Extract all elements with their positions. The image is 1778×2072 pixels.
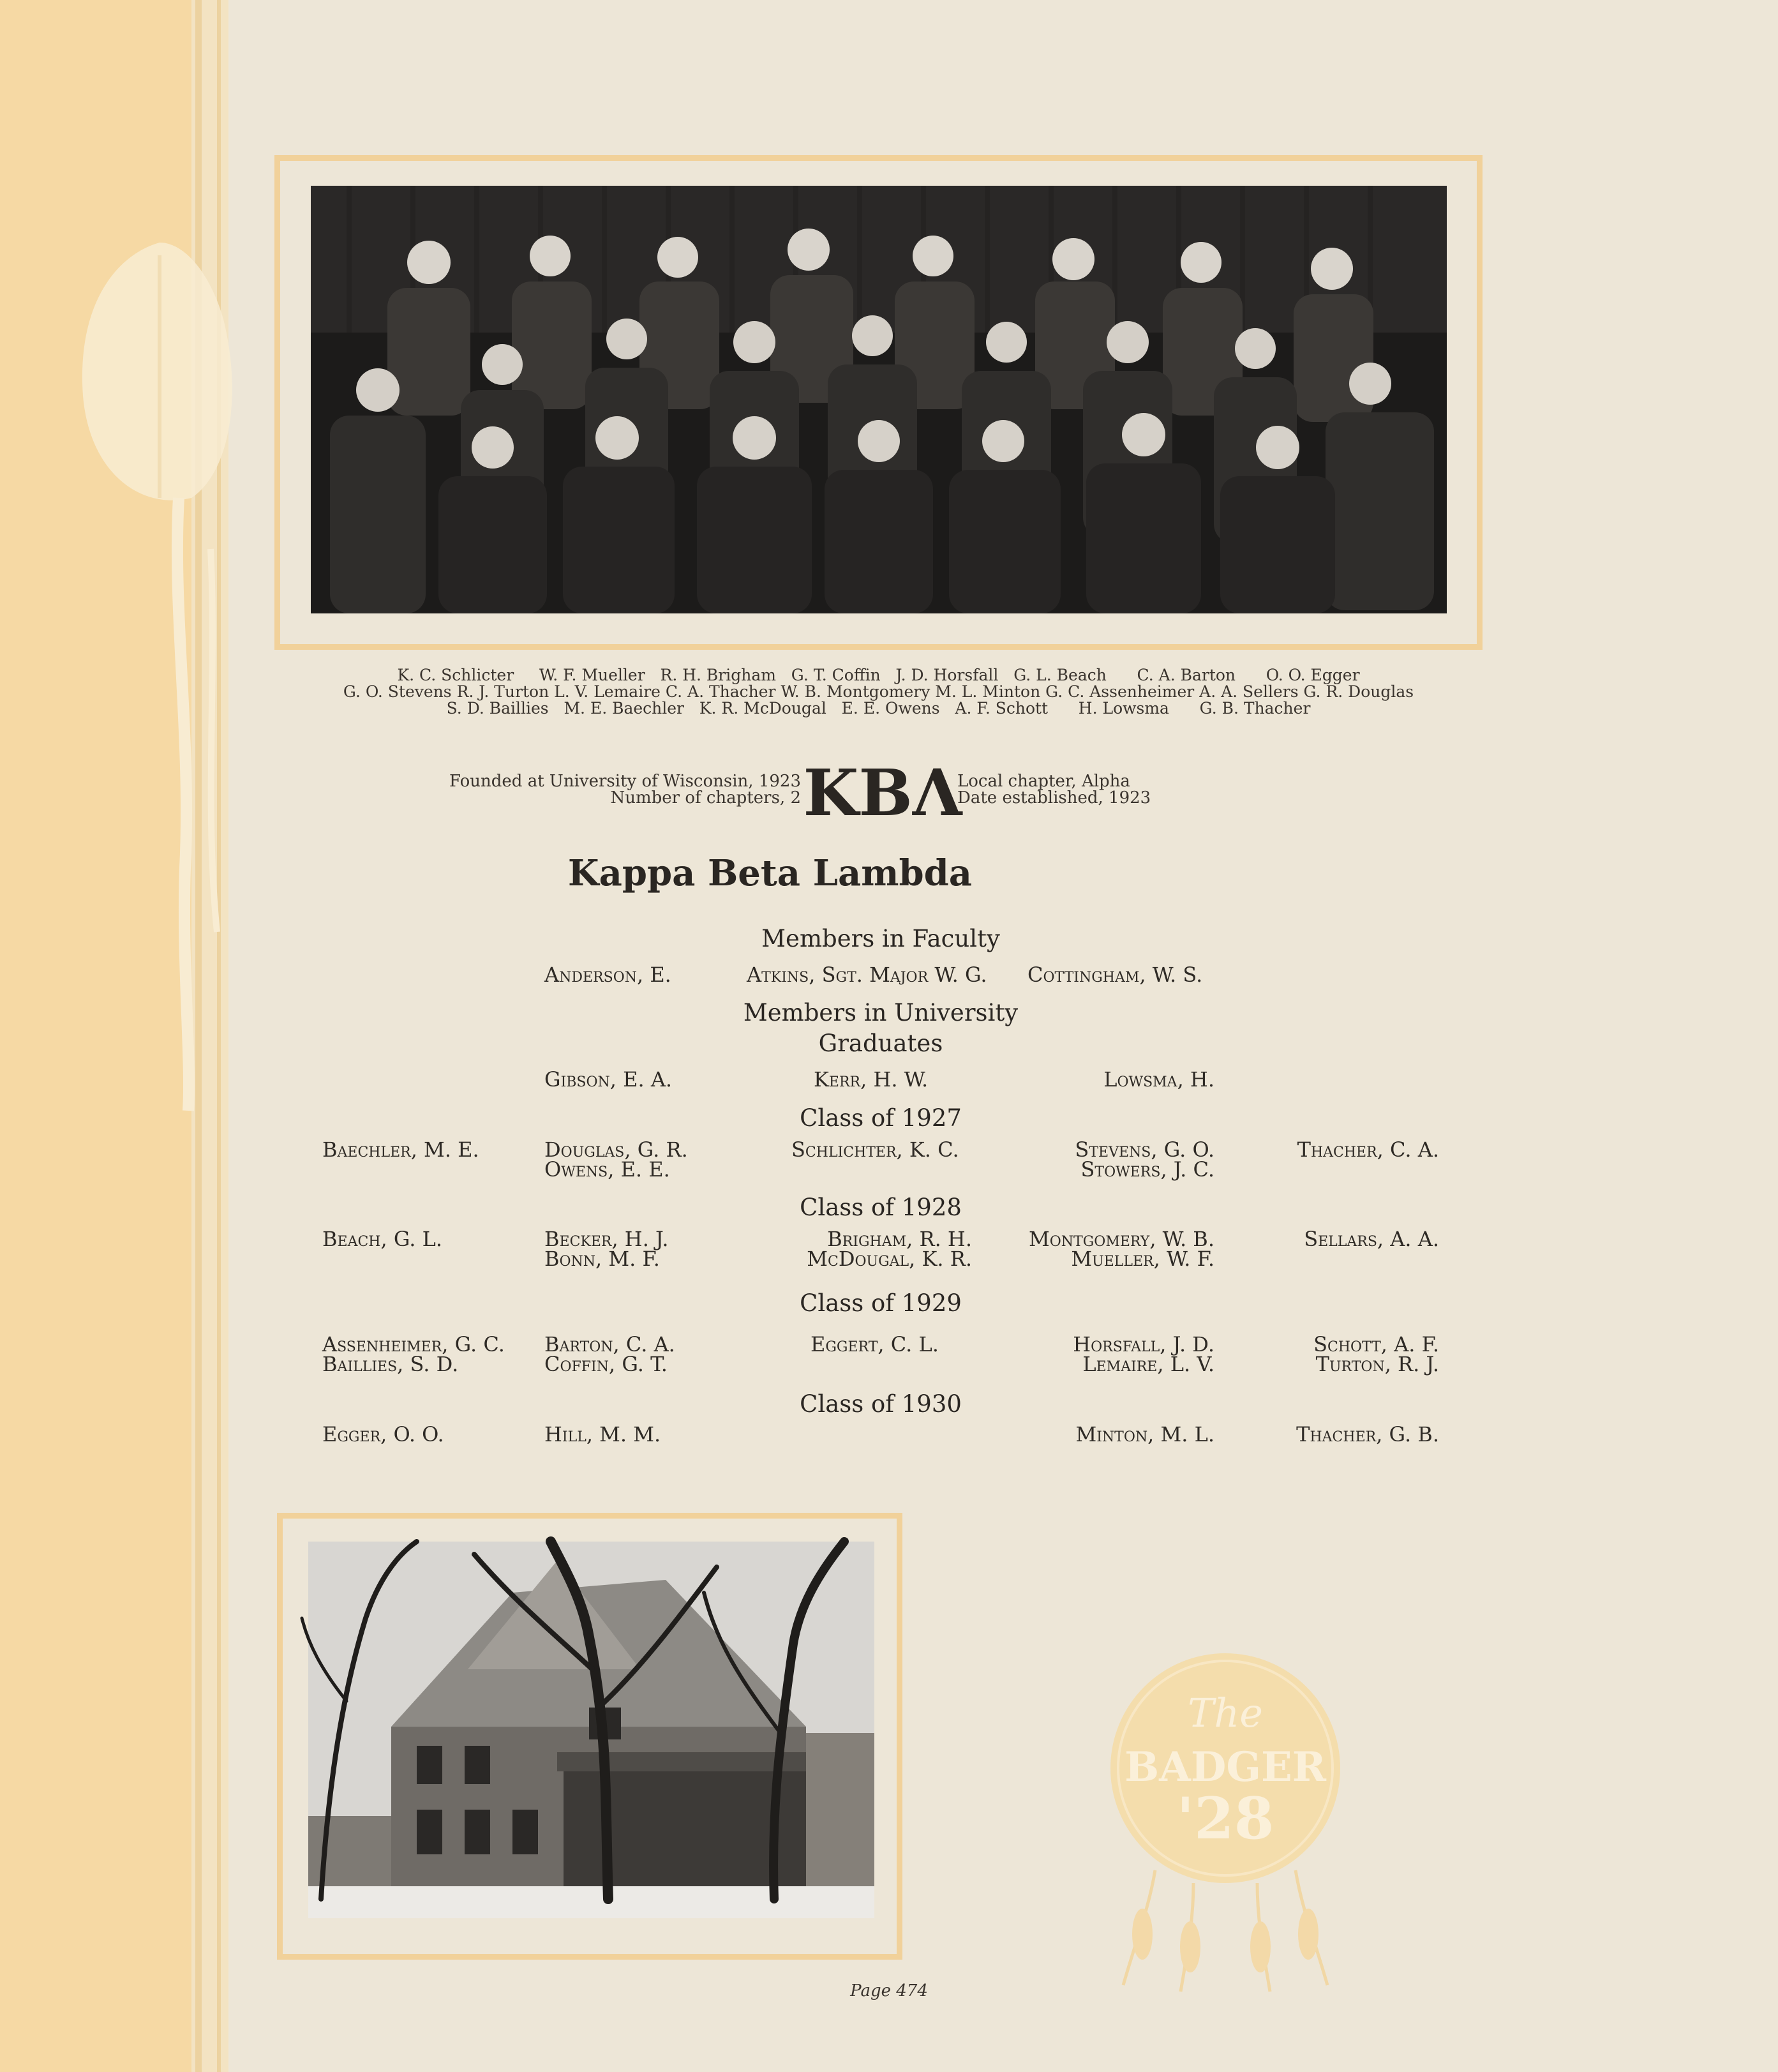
member-name: Eggert, C. L. xyxy=(811,1332,939,1356)
member-name: Turton, R. J. xyxy=(1315,1352,1439,1376)
photo-caption-row-2: G. O. Stevens R. J. Turton L. V. Lemaire C. A. Thacher W. B. Montgomery M. L. Minton G. C. Assenheimer A. A. Sellers G. R. Douglas xyxy=(343,682,1414,701)
member-name: Douglas, G. R. xyxy=(544,1137,688,1162)
group-photo xyxy=(311,186,1447,613)
page-number: Page 474 xyxy=(850,1981,928,2001)
member-name: Beach, G. L. xyxy=(322,1227,443,1251)
class-1929-heading: Class of 1929 xyxy=(800,1289,962,1317)
seal-line-1: The xyxy=(1188,1690,1263,1736)
member-name: Stevens, G. O. xyxy=(1075,1137,1214,1162)
member-name: Sellars, A. A. xyxy=(1304,1227,1439,1251)
member-name: Egger, O. O. xyxy=(322,1422,444,1446)
member-name: Coffin, G. T. xyxy=(544,1352,668,1376)
local-chapter: Local chapter, Alpha xyxy=(957,772,1130,791)
photo-caption-row-3: S. D. Baillies M. E. Baechler K. R. McDougal E. E. Owens A. F. Schott H. Lowsma G. B. Thacher xyxy=(446,699,1311,717)
feather-ornament xyxy=(64,230,255,1123)
member-name: Bonn, M. F. xyxy=(544,1247,660,1271)
member-name: Gibson, E. A. xyxy=(544,1067,673,1092)
class-1930-heading: Class of 1930 xyxy=(800,1390,962,1418)
member-name: Lowsma, H. xyxy=(1103,1067,1214,1092)
member-name: McDougal, K. R. xyxy=(807,1247,972,1271)
member-name: Cottingham, W. S. xyxy=(1027,963,1203,987)
member-name: Becker, H. J. xyxy=(544,1227,669,1251)
class-1927-heading: Class of 1927 xyxy=(800,1104,962,1132)
member-name: Thacher, G. B. xyxy=(1296,1422,1439,1446)
member-name: Montgomery, W. B. xyxy=(1028,1227,1214,1251)
member-name: Atkins, Sgt. Major W. G. xyxy=(747,963,987,987)
member-name: Baillies, S. D. xyxy=(322,1352,459,1376)
monogram-text: KBΛ xyxy=(803,755,962,830)
member-name: Mueller, W. F. xyxy=(1071,1247,1214,1271)
page-title: Kappa Beta Lambda xyxy=(567,852,973,894)
chapters-count: Number of chapters, 2 xyxy=(610,788,801,807)
house-photo xyxy=(308,1542,874,1918)
member-name: Barton, C. A. xyxy=(544,1332,675,1356)
member-name: Assenheimer, G. C. xyxy=(322,1332,505,1356)
date-established: Date established, 1923 xyxy=(957,788,1151,807)
class-1928-heading: Class of 1928 xyxy=(800,1194,962,1221)
graduates-heading: Graduates xyxy=(818,1030,943,1057)
member-name: Brigham, R. H. xyxy=(827,1227,972,1251)
member-name: Schott, A. F. xyxy=(1313,1332,1439,1356)
badger-seal xyxy=(1098,1640,1353,1998)
seal-line-3: '28 xyxy=(1176,1785,1274,1852)
member-name: Thacher, C. A. xyxy=(1297,1137,1439,1162)
seal-line-2: BADGER xyxy=(1124,1743,1326,1791)
photo-caption-row-1: K. C. Schlicter W. F. Mueller R. H. Brigham G. T. Coffin J. D. Horsfall G. L. Beach C. A. Barton O. O. Egger xyxy=(397,666,1360,684)
member-name: Baechler, M. E. xyxy=(322,1137,479,1162)
member-name: Owens, E. E. xyxy=(544,1157,670,1182)
member-name: Lemaire, L. V. xyxy=(1082,1352,1214,1376)
member-name: Anderson, E. xyxy=(544,963,671,987)
member-name: Schlichter, K. C. xyxy=(791,1137,959,1162)
member-name: Hill, M. M. xyxy=(544,1422,661,1446)
university-heading: Members in University xyxy=(743,999,1019,1026)
fraternity-monogram xyxy=(803,755,962,830)
founded-info: Founded at University of Wisconsin, 1923 xyxy=(449,772,801,791)
member-name: Minton, M. L. xyxy=(1075,1422,1214,1446)
faculty-heading: Members in Faculty xyxy=(761,925,1000,952)
member-name: Horsfall, J. D. xyxy=(1073,1332,1214,1356)
member-name: Kerr, H. W. xyxy=(814,1067,929,1092)
member-name: Stowers, J. C. xyxy=(1080,1157,1214,1182)
